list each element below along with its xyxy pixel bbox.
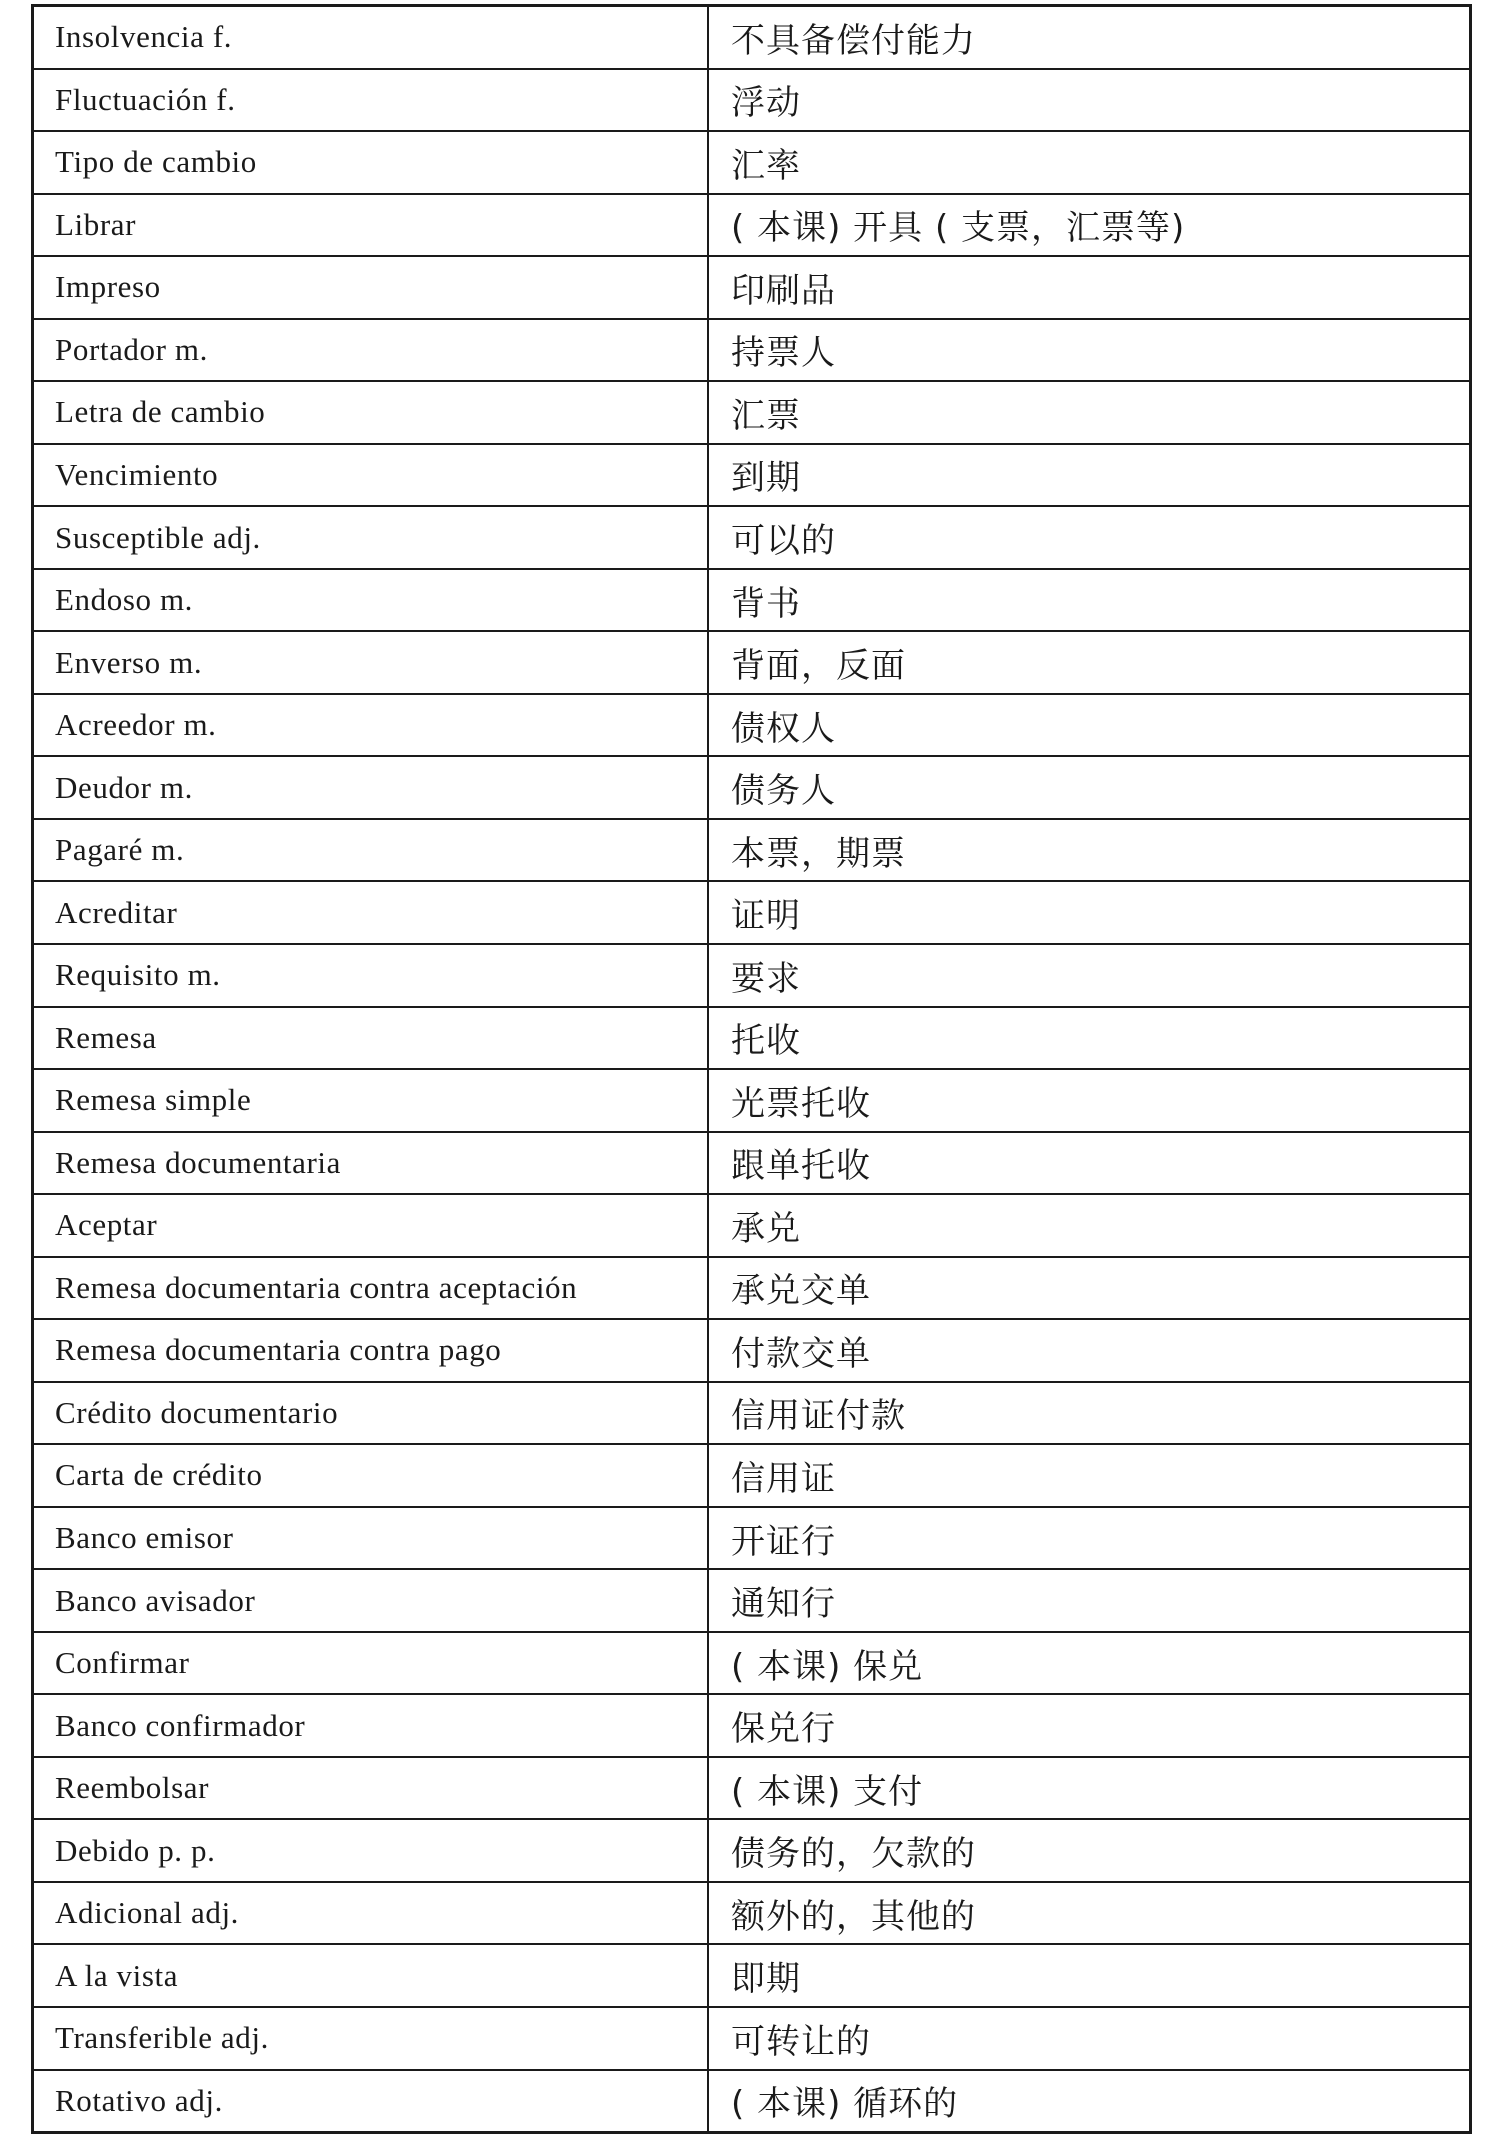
vocabulary-table-body bbox=[34, 7, 1469, 2131]
table-row bbox=[34, 757, 1469, 820]
spanish-term-cell: Banco avisador bbox=[34, 1570, 709, 1631]
table-row bbox=[34, 2008, 1469, 2071]
table-row bbox=[34, 7, 1469, 70]
table-row bbox=[34, 1570, 1469, 1633]
table-row bbox=[34, 1445, 1469, 1508]
table-row bbox=[34, 1195, 1469, 1258]
spanish-term-cell: Insolvencia f. bbox=[34, 7, 709, 68]
table-row bbox=[34, 1883, 1469, 1946]
chinese-translation-cell: 浮动 bbox=[731, 83, 801, 124]
spanish-term-cell: Endoso m. bbox=[34, 570, 709, 631]
chinese-translation-cell: 可转让的 bbox=[731, 2021, 871, 2062]
chinese-translation-cell: 要求 bbox=[731, 958, 801, 999]
table-row bbox=[34, 1070, 1469, 1133]
table-row bbox=[34, 195, 1469, 258]
chinese-translation-cell: 托收 bbox=[731, 1021, 801, 1062]
chinese-translation-cell: 跟单托收 bbox=[731, 1146, 871, 1187]
chinese-translation-cell: 可以的 bbox=[731, 521, 836, 562]
table-row bbox=[34, 820, 1469, 883]
chinese-translation-cell: ( 本课) 支付 bbox=[731, 1771, 924, 1812]
chinese-translation-cell: 开证行 bbox=[731, 1521, 836, 1562]
spanish-term-cell: Remesa documentaria contra aceptación bbox=[34, 1258, 709, 1319]
chinese-translation-cell: 汇率 bbox=[731, 145, 801, 186]
vocabulary-table bbox=[31, 4, 1472, 2134]
spanish-term-cell: Rotativo adj. bbox=[34, 2071, 709, 2132]
table-row bbox=[34, 507, 1469, 570]
chinese-translation-cell: 汇票 bbox=[731, 395, 801, 436]
table-row bbox=[34, 70, 1469, 133]
chinese-translation-cell: 付款交单 bbox=[731, 1333, 871, 1374]
spanish-term-cell: Impreso bbox=[34, 257, 709, 318]
chinese-translation-cell: 信用证付款 bbox=[731, 1396, 906, 1437]
spanish-term-cell: Letra de cambio bbox=[34, 382, 709, 443]
chinese-translation-cell: 承兑交单 bbox=[731, 1271, 871, 1312]
spanish-term-cell: Acreditar bbox=[34, 882, 709, 943]
spanish-term-cell: Vencimiento bbox=[34, 445, 709, 506]
table-row bbox=[34, 1633, 1469, 1696]
spanish-term-cell: Portador m. bbox=[34, 320, 709, 381]
table-row bbox=[34, 1320, 1469, 1383]
chinese-translation-cell: 债权人 bbox=[731, 708, 836, 749]
chinese-translation-cell: 本票，期票 bbox=[731, 833, 906, 874]
table-row bbox=[34, 257, 1469, 320]
table-row bbox=[34, 1695, 1469, 1758]
spanish-term-cell: Remesa bbox=[34, 1008, 709, 1069]
spanish-term-cell: Deudor m. bbox=[34, 757, 709, 818]
spanish-term-cell: Crédito documentario bbox=[34, 1383, 709, 1444]
table-row bbox=[34, 882, 1469, 945]
spanish-term-cell: Confirmar bbox=[34, 1633, 709, 1694]
table-row bbox=[34, 2071, 1469, 2132]
chinese-translation-cell: 背面，反面 bbox=[731, 646, 906, 687]
table-row bbox=[34, 632, 1469, 695]
table-row bbox=[34, 1258, 1469, 1321]
table-row bbox=[34, 1508, 1469, 1571]
spanish-term-cell: Adicional adj. bbox=[34, 1883, 709, 1944]
spanish-term-cell: Banco emisor bbox=[34, 1508, 709, 1569]
chinese-translation-cell: 保兑行 bbox=[731, 1709, 836, 1750]
table-row bbox=[34, 1008, 1469, 1071]
spanish-term-cell: Remesa simple bbox=[34, 1070, 709, 1131]
spanish-term-cell: Carta de crédito bbox=[34, 1445, 709, 1506]
spanish-term-cell: Fluctuación f. bbox=[34, 70, 709, 131]
table-row bbox=[34, 1945, 1469, 2008]
chinese-translation-cell: 债务人 bbox=[731, 771, 836, 812]
table-row bbox=[34, 445, 1469, 508]
chinese-translation-cell: 不具备偿付能力 bbox=[731, 20, 976, 61]
spanish-term-cell: A la vista bbox=[34, 1945, 709, 2006]
chinese-translation-cell: 承兑 bbox=[731, 1208, 801, 1249]
spanish-term-cell: Transferible adj. bbox=[34, 2008, 709, 2069]
table-row bbox=[34, 132, 1469, 195]
chinese-translation-cell: 光票托收 bbox=[731, 1083, 871, 1124]
chinese-translation-cell: ( 本课) 保兑 bbox=[731, 1646, 924, 1687]
chinese-translation-cell: 债务的，欠款的 bbox=[731, 1834, 976, 1875]
spanish-term-cell: Debido p. p. bbox=[34, 1820, 709, 1881]
spanish-term-cell: Enverso m. bbox=[34, 632, 709, 693]
spanish-term-cell: Requisito m. bbox=[34, 945, 709, 1006]
table-row bbox=[34, 945, 1469, 1008]
spanish-term-cell: Remesa documentaria contra pago bbox=[34, 1320, 709, 1381]
table-row bbox=[34, 695, 1469, 758]
spanish-term-cell: Librar bbox=[34, 195, 709, 256]
spanish-term-cell: Reembolsar bbox=[34, 1758, 709, 1819]
table-row bbox=[34, 1758, 1469, 1821]
table-row bbox=[34, 1383, 1469, 1446]
table-row bbox=[34, 570, 1469, 633]
table-row bbox=[34, 1820, 1469, 1883]
table-row bbox=[34, 1133, 1469, 1196]
chinese-translation-cell: 持票人 bbox=[731, 333, 836, 374]
spanish-term-cell: Banco confirmador bbox=[34, 1695, 709, 1756]
spanish-term-cell: Acreedor m. bbox=[34, 695, 709, 756]
spanish-term-cell: Susceptible adj. bbox=[34, 507, 709, 568]
chinese-translation-cell: 印刷品 bbox=[731, 270, 836, 311]
chinese-translation-cell: 背书 bbox=[731, 583, 801, 624]
chinese-translation-cell: 证明 bbox=[731, 896, 801, 937]
chinese-translation-cell: 即期 bbox=[731, 1959, 801, 2000]
chinese-translation-cell: ( 本课) 开具 ( 支票，汇票等) bbox=[731, 208, 1186, 249]
table-row bbox=[34, 382, 1469, 445]
spanish-term-cell: Remesa documentaria bbox=[34, 1133, 709, 1194]
chinese-translation-cell: 到期 bbox=[731, 458, 801, 499]
table-row bbox=[34, 320, 1469, 383]
spanish-term-cell: Pagaré m. bbox=[34, 820, 709, 881]
chinese-translation-cell: 通知行 bbox=[731, 1584, 836, 1625]
chinese-translation-cell: 信用证 bbox=[731, 1458, 836, 1499]
chinese-translation-cell: 额外的，其他的 bbox=[731, 1896, 976, 1937]
spanish-term-cell: Aceptar bbox=[34, 1195, 709, 1256]
spanish-term-cell: Tipo de cambio bbox=[34, 132, 709, 193]
chinese-translation-cell: ( 本课) 循环的 bbox=[731, 2084, 959, 2125]
